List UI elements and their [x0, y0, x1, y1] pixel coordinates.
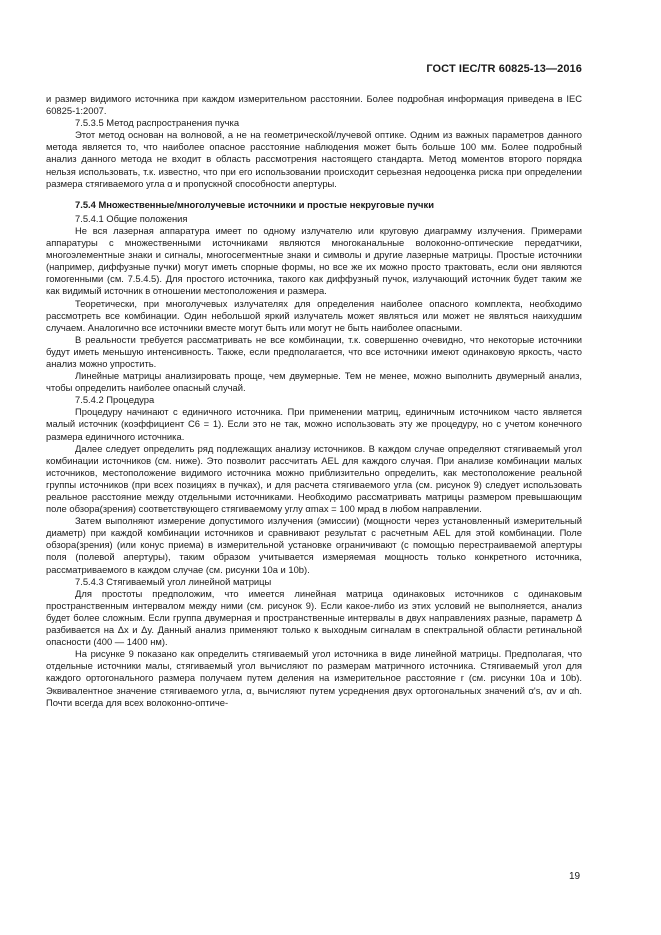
- paragraph: Линейные матрицы анализировать проще, чем двумерные. Тем не менее, можно выполнить двумерный анализ, чтобы определить наиболее опасный случай.: [46, 370, 582, 394]
- subsection-heading-7-5-4-2: 7.5.4.2 Процедура: [75, 394, 155, 406]
- section-heading-7-5-4: 7.5.4 Множественные/многолучевые источники и простые некруговые пучки: [75, 198, 434, 210]
- standard-header: ГОСТ IEC/TR 60825-13—2016: [426, 63, 582, 75]
- paragraph: На рисунке 9 показано как определить стягиваемый угол источника в виде линейной матрицы. Предполагая, что отдельные источники малы, стягиваемый угол вычисляют по размерам матричного источника. Стягиваемый угол для каждого ортогонального размера получаем путем деления на измерительное расстояние r (см. рисунки 10a и 10b). Эквивалентное значение стягиваемого угла, α, вычисляют путем усреднения двух ортогональных значений α's, αv и αh. Почти всегда для всех волоконно-оптиче-: [46, 648, 582, 708]
- page-number: 19: [569, 871, 581, 882]
- paragraph: Процедуру начинают с единичного источника. При применении матриц, единичным источником часто является малый источник (коэффициент C6 = 1). Если это не так, можно использовать эту же процедуру, но с учетом конечного размера единичного источника.: [46, 406, 582, 442]
- paragraph: Этот метод основан на волновой, а не на геометрической/лучевой оптике. Одним из важных параметров данного метода является то, что наиболее опасное расстояние наблюдения может быть больше 100 мм. Более подробный анализ данного метода не входит в область рассмотрения настоящего стандарта. Метод моментов второго порядка нельзя использовать, т.к. известно, что при его использовании происходит серьезная недооценка риска при определении размера стягиваемого угла α и пропускной способности апертуры.: [46, 129, 582, 189]
- paragraph: Не вся лазерная аппаратура имеет по одному излучателю или круговую диаграмму излучения. Примерами аппаратуры с множественными источниками являются многоканальные волоконно-оптические передатчики, многоэлементные знаки и сигналы, многосегментные знаки и символы и другие лазерные матрицы. Простые источники (например, диффузные пучки) могут иметь спорные формы, но все же их можно просто трактовать, если они являются гомогенными (см. 7.5.4.5). Для простого источника, такого как диффузный пучок, излучающий источник будет таким же как видимый источник в отношении местоположения и размера.: [46, 224, 582, 297]
- paragraph: Затем выполняют измерение допустимого излучения (эмиссии) (мощности через установленный измерительный диаметр) при каждой комбинации источников и сравнивают результат с расчетным AEL для этой комбинации. Поле обзора(зрения) (или конус приема) в измерительной установке ограничивают (с помощью перестраиваемой апертуры поля (полевой апертуры), таким образом учитывается измеряемая мощность только конкретного источника, рассматриваемого в каждом случае (см. рисунки 10a и 10b).: [46, 515, 582, 575]
- paragraph: Для простоты предположим, что имеется линейная матрица одинаковых источников с одинаковым пространственным интервалом между ними (см. рисунок 9). Если какое-либо из этих условий не выполняется, анализ будет более сложным. Если группа двумерная и пространственные интервалы в двух направлениях разные, параметр Δ разбивается на Δx и Δy. Данный анализ применяют только к выходным сигналам в спектральной области ретинальной опасности (400 — 1400 нм).: [46, 587, 582, 648]
- subsection-heading-7-5-4-1: 7.5.4.1 Общие положения: [75, 212, 188, 224]
- subsection-heading-7-5-4-3: 7.5.4.3 Стягиваемый угол линейной матрицы: [75, 575, 272, 587]
- paragraph: Теоретически, при многолучевых излучателях для определения наиболее опасного комплекта, необходимо рассмотреть все комбинации. Один небольшой яркий излучатель может являться или может не являться наихудшим случаем. Аналогично все источники вместе могут быть или могут не быть наиболее опасными.: [46, 297, 582, 333]
- paragraph: Далее следует определить ряд подлежащих анализу источников. В каждом случае определяют стягиваемый угол комбинации источников (см. ниже). Это позволит рассчитать AEL для каждого случая. При анализе комбинации малых источников, местоположение видимого источника можно приблизительно определить, как местоположение реальной группы источников (при всех позициях в пучках), и для расчета стягиваемого угла (см. рисунок 9) следует использовать реальное расстояние между отдельными источниками. Необходимо рассматривать матрицы размером превышающим поле обзора(зрения) соответствующего стягиваемому углу αmax = 100 мрад в любом направлении.: [46, 442, 582, 515]
- page-body: [46, 93, 582, 709]
- paragraph-continuation: и размер видимого источника при каждом измерительном расстоянии. Более подробная информация приведена в IEC 60825-1:2007.: [46, 93, 582, 117]
- paragraph: В реальности требуется рассматривать не все комбинации, т.к. совершенно очевидно, что некоторые источники будут иметь меньшую интенсивность. Также, если предполагается, что все источники имеют одинаковую яркость, часто анализ можно упростить.: [46, 333, 582, 369]
- subsection-heading-7-5-3-5: 7.5.3.5 Метод распространения пучка: [75, 117, 240, 129]
